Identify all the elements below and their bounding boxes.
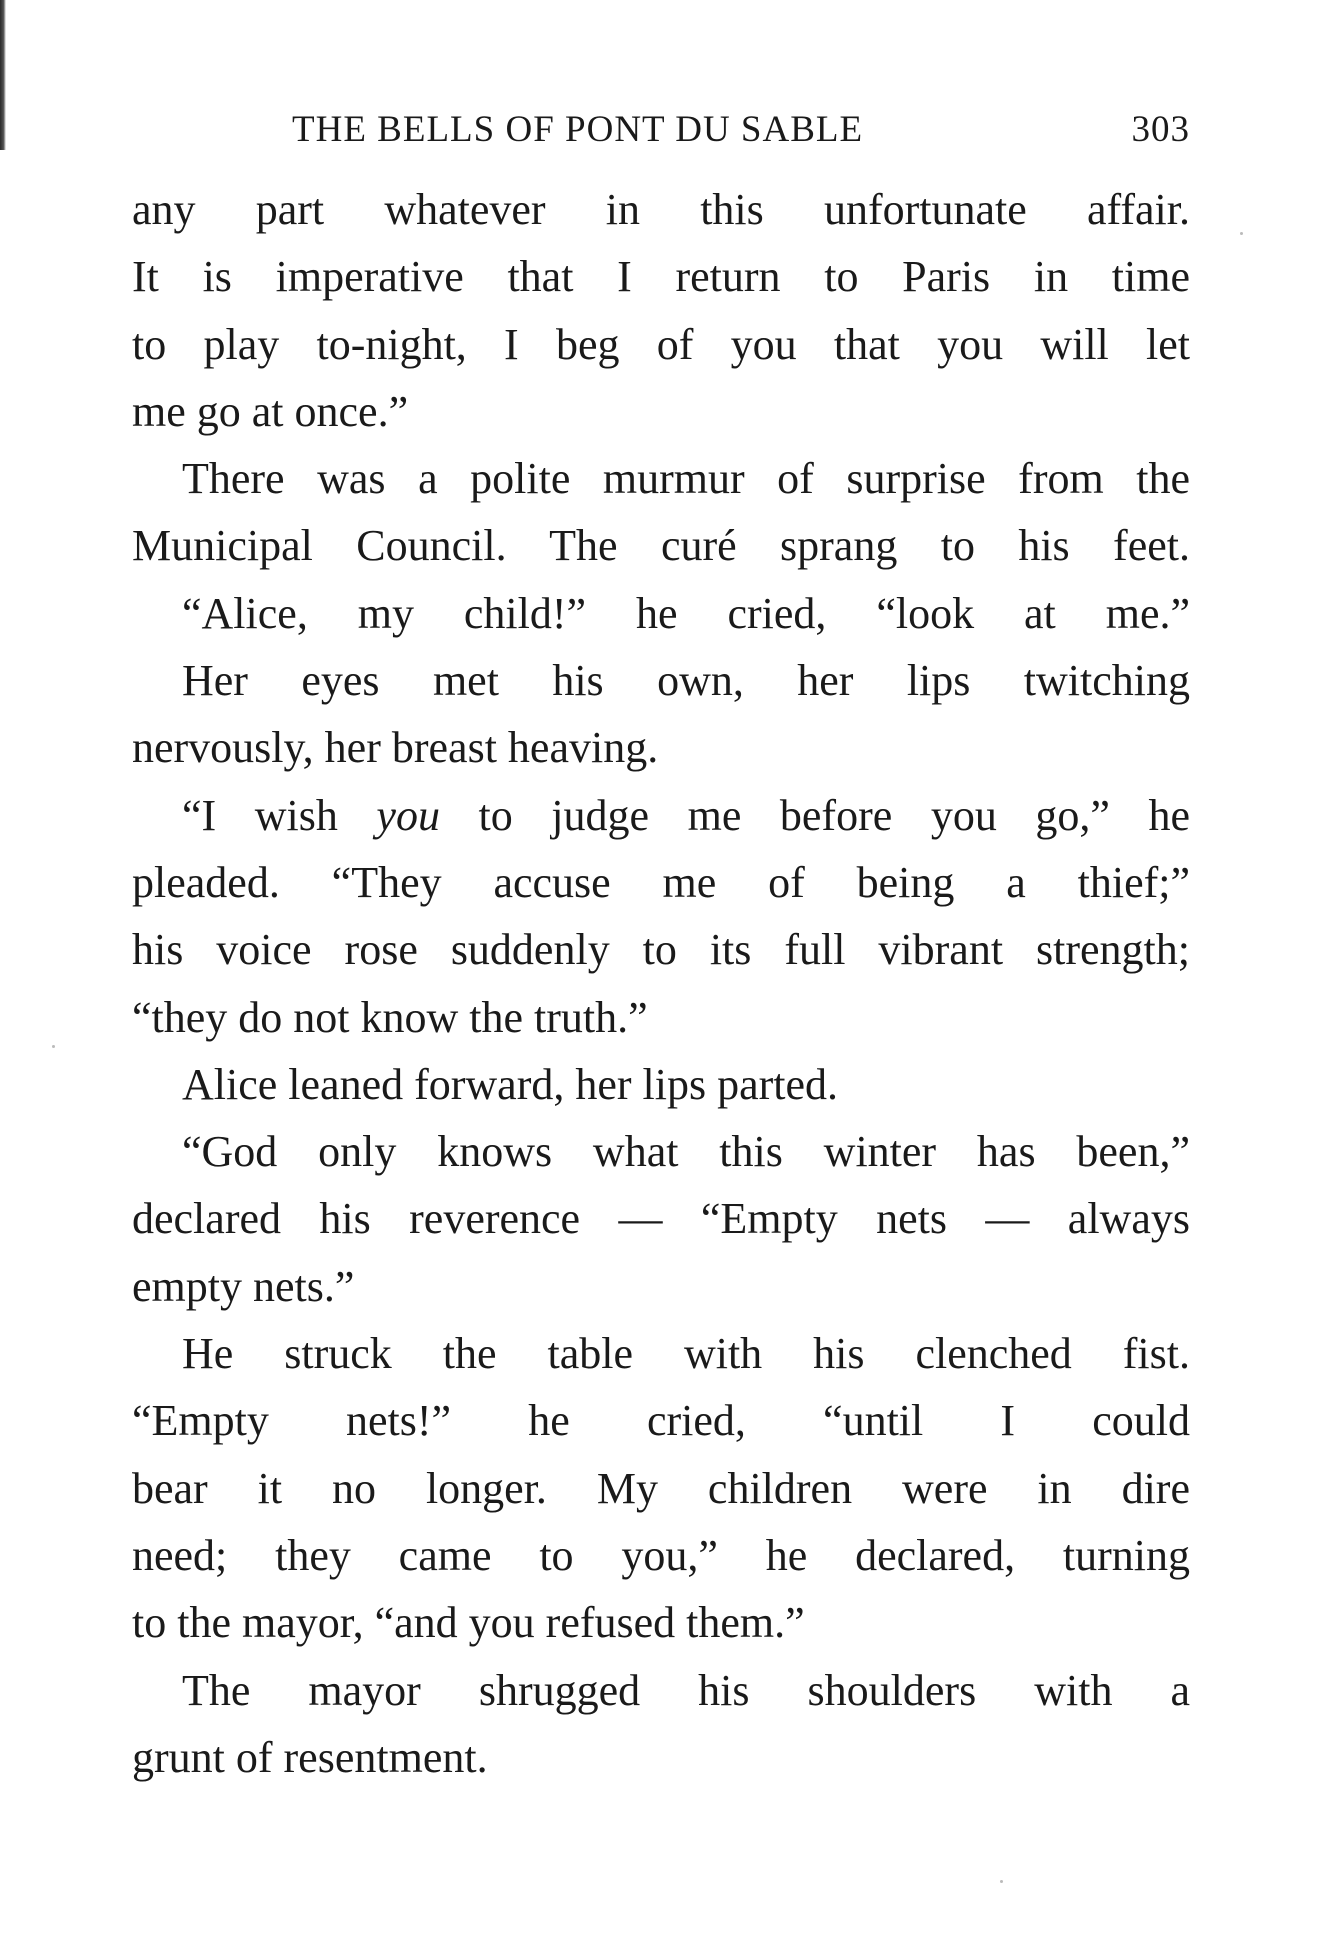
paper-speck [1240, 232, 1243, 235]
text-line: Municipal Council. The curé sprang to his feet. [132, 521, 1190, 571]
text-line: his voice rose suddenly to its full vibrant strength; [132, 925, 1190, 975]
text-line: It is imperative that I return to Paris in time [132, 252, 1190, 302]
paragraph [132, 1320, 1190, 1656]
text-line: need; they came to you,” he declared, turning [132, 1530, 1190, 1580]
text-line: “Empty nets!” he cried, “until I could [132, 1396, 1190, 1446]
text-line: empty nets.” [132, 1261, 355, 1311]
binding-edge-shadow [0, 0, 6, 150]
text-line: “Alice, my child!” he cried, “look at me.” [182, 588, 1190, 638]
text-line: He struck the table with his clenched fist. [182, 1329, 1190, 1379]
running-title: THE BELLS OF PONT DU SABLE [292, 109, 864, 150]
running-header [132, 108, 1190, 158]
paragraph [132, 176, 1190, 445]
text-run: “I wish [182, 790, 377, 840]
paragraph [132, 445, 1190, 580]
body-text [132, 176, 1190, 1791]
text-line: declared his reverence — “Empty nets — always [132, 1194, 1190, 1244]
text-line: grunt of resentment. [132, 1732, 488, 1782]
paragraph [132, 1118, 1190, 1320]
page-number: 303 [1131, 109, 1190, 150]
text-line: “God only knows what this winter has been,” [182, 1127, 1190, 1177]
text-line: Her eyes met his own, her lips twitching [182, 656, 1190, 706]
text-line: Alice leaned forward, her lips parted. [182, 1059, 839, 1109]
text-line [132, 782, 1190, 849]
paragraph [132, 647, 1190, 782]
text-line: bear it no longer. My children were in dire [132, 1463, 1190, 1513]
text-line: “they do not know the truth.” [132, 992, 648, 1042]
text-line: The mayor shrugged his shoulders with a [182, 1665, 1190, 1715]
text-line: pleaded. “They accuse me of being a thief;” [132, 857, 1190, 907]
text-line: me go at once.” [132, 386, 409, 436]
text-line: nervously, her breast heaving. [132, 723, 659, 773]
paragraph [132, 1051, 1190, 1118]
text-line: to play to-night, I beg of you that you will let [132, 319, 1190, 369]
text-line: to the mayor, “and you refused them.” [132, 1598, 805, 1648]
paper-speck [1000, 1880, 1003, 1883]
text-run: to judge me before you go,” he [439, 790, 1190, 840]
italic-emphasis: you [376, 790, 440, 840]
paragraph [132, 1657, 1190, 1792]
paragraph [132, 782, 1190, 1051]
text-line: There was a polite murmur of surprise from the [182, 454, 1190, 504]
paper-speck [52, 1045, 55, 1048]
text-line: any part whatever in this unfortunate affair. [132, 185, 1190, 234]
paragraph [132, 580, 1190, 647]
